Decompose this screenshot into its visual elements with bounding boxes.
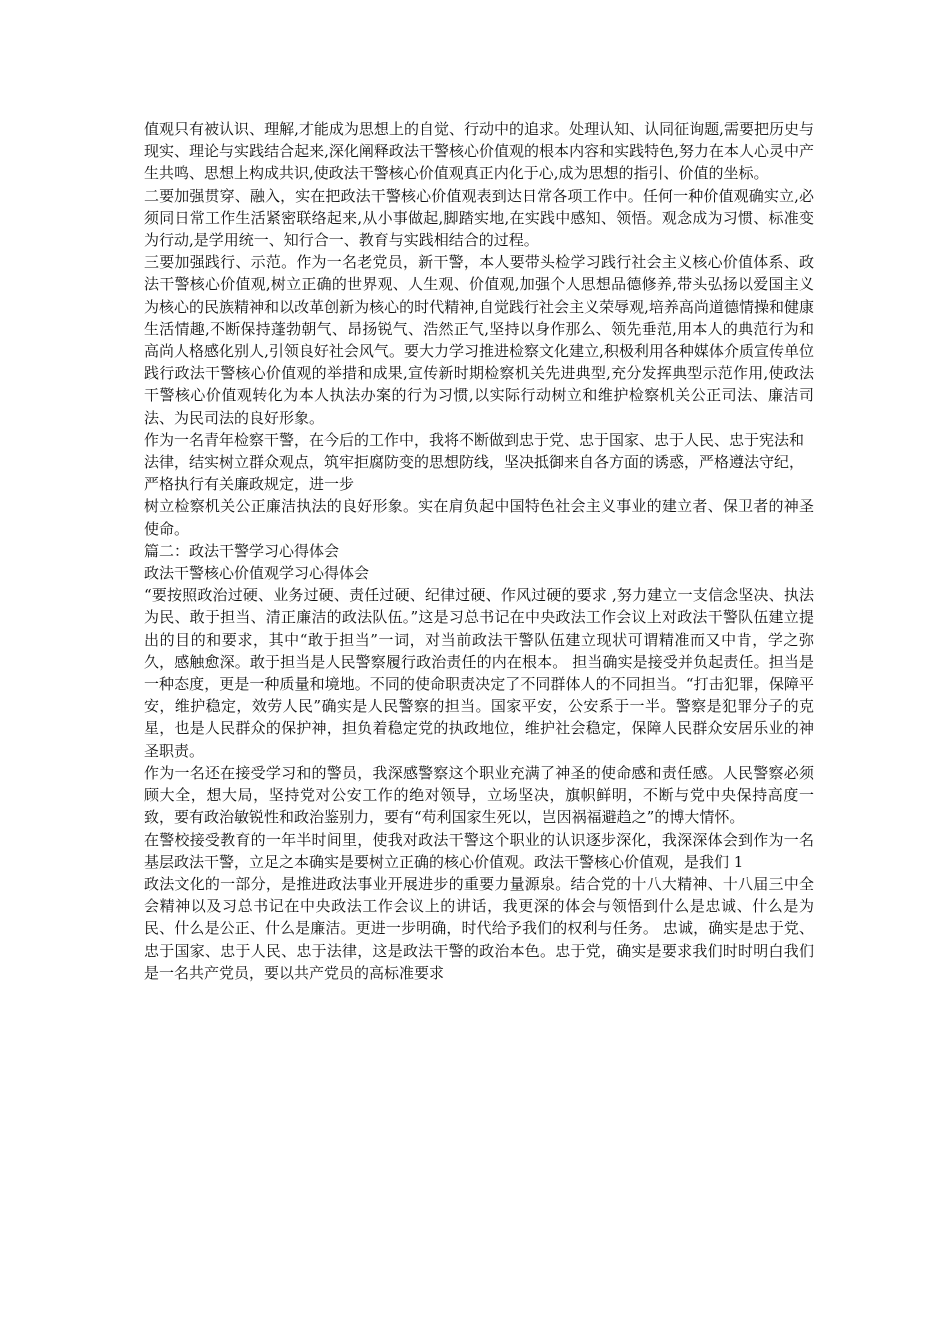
paragraph-young-prosecutor: 作为一名青年检察干警，在今后的工作中，我将不断做到忠于党、忠于国家、忠于人民、忠于宪法和法律，结实树立群众观点，筑牢拒腐防变的思想防线，坚决抵御来自各方面的诱惑，严格遵法守纪，严格执行有关廉政规定，进一步 <box>144 430 805 494</box>
section-subtitle: 政法干警核心价值观学习心得体会 <box>144 564 370 583</box>
paragraph-second-integration: 二要加强贯穿、融入，实在把政法干警核心价值观表到达日常各项工作中。任何一种价值观确实立,必须同日常工作生活紧密联络起来,从小事做起,脚踏实地,在实践中感知、领悟。观念成为习惯、标准变为行动,是学用统一、知行合一、教育与实践相结合的过程。 <box>144 186 814 250</box>
paragraph-dare-to-take-responsibility: “要按照政治过硬、业务过硬、责任过硬、纪律过硬、作风过硬的要求 ,努力建立一支信念坚决、执法为民、敢于担当、清正廉洁的政法队伍。”这是习总书记在中央政法工作会议上对政法干警队伍建立提出的目的和要求，其中“敢于担当”一词，对当前政法干警队伍建立现状可谓精准而又中肯，学之弥久，感触愈深。敢于担当是人民警察履行政治责任的内在根本。 担当确实是接受并负起责任。担当是一种态度，更是一种质量和境地。不同的使命职责决定了不同群体人的不同担当。“打击犯罪，保障平安，维护稳定，效劳人民”确实是人民警察的担当。国家平安，公安系于一半。警察是犯罪分子的克星，也是人民群众的保护神，担负着稳定党的执政地位，维护社会稳定，保障人民群众安居乐业的神圣职责。 <box>144 586 814 760</box>
section-heading-part-two: 篇二：政法干警学习心得体会 <box>144 541 340 560</box>
paragraph-third-practice: 三要加强践行、示范。作为一名老党员，新干警，本人要带头检学习践行社会主义核心价值体系、政法干警核心价值观,树立正确的世界观、人生观、价值观,加强个人思想品德修养,带头弘扬以爱国主义为核心的民族精神和以改革创新为核心的时代精神,自觉践行社会主义荣辱观,培养高尚道德情操和健康生活情趣,不断保持蓬勃朝气、昂扬锐气、浩然正气,坚持以身作那么、领先垂范,用本人的典范行为和高尚人格感化别人,引领良好社会风气。要大力学习推进检察文化建立,积极利用各种媒体介质宣传单位践行政法干警核心价值观的举措和成果,宣传新时期检察机关先进典型,充分发挥典型示范作用,使政法干警核心价值观转化为本人执法办案的行为习惯,以实际行动树立和维护检察机关公正司法、廉洁司法、为民司法的良好形象。 <box>144 253 814 427</box>
paragraph-legal-culture: 政法文化的一部分，是推进政法事业开展进步的重要力量源泉。结合党的十八大精神、十八届三中全会精神以及习总书记在中央政法工作会议上的讲话，我更深的体会与领悟到什么是忠诚、什么是为民、什么是公正、什么是廉洁。更进一步明确，时代给予我们的权利与任务。 忠诚，确实是忠于党、忠于国家、忠于人民、忠于法律，这是政法干警的政治本色。忠于党，确实是要求我们时时明白我们是一名共产党员，要以共产党员的高标准要求 <box>144 874 814 982</box>
paragraph-image-mission: 树立检察机关公正廉洁执法的良好形象。实在肩负起中国特色社会主义事业的建立者、保卫者的神圣使命。 <box>144 497 814 538</box>
paragraph-police-school: 在警校接受教育的一年半时间里，使我对政法干警这个职业的认识逐步深化，我深深体会到作为一名基层政法干警，立足之本确实是要树立正确的核心价值观。政法干警核心价值观，是我们 1 <box>144 830 814 871</box>
paragraph-core-values-recognition: 值观只有被认识、理解,才能成为思想上的自觉、行动中的追求。处理认知、认同征询题,需要把历史与现实、理论与实践结合起来,深化阐释政法干警核心价值观的根本内容和实践特色,努力在本人心灵中产生共鸣、思想上构成共识,使政法干警核心价值观真正内化于心,成为思想的指引、价值的坐标。 <box>144 120 814 183</box>
paragraph-police-mission: 作为一名还在接受学习和的警员，我深感警察这个职业充满了神圣的使命感和责任感。人民警察必须顾大全，想大局，坚持党对公安工作的绝对领导，立场坚决，旗帜鲜明，不断与党中央保持高度一致，要有政治敏锐性和政治鉴别力，要有“苟利国家生死以，岂因祸福避趋之”的博大情怀。 <box>144 763 814 827</box>
document-page <box>144 118 814 984</box>
